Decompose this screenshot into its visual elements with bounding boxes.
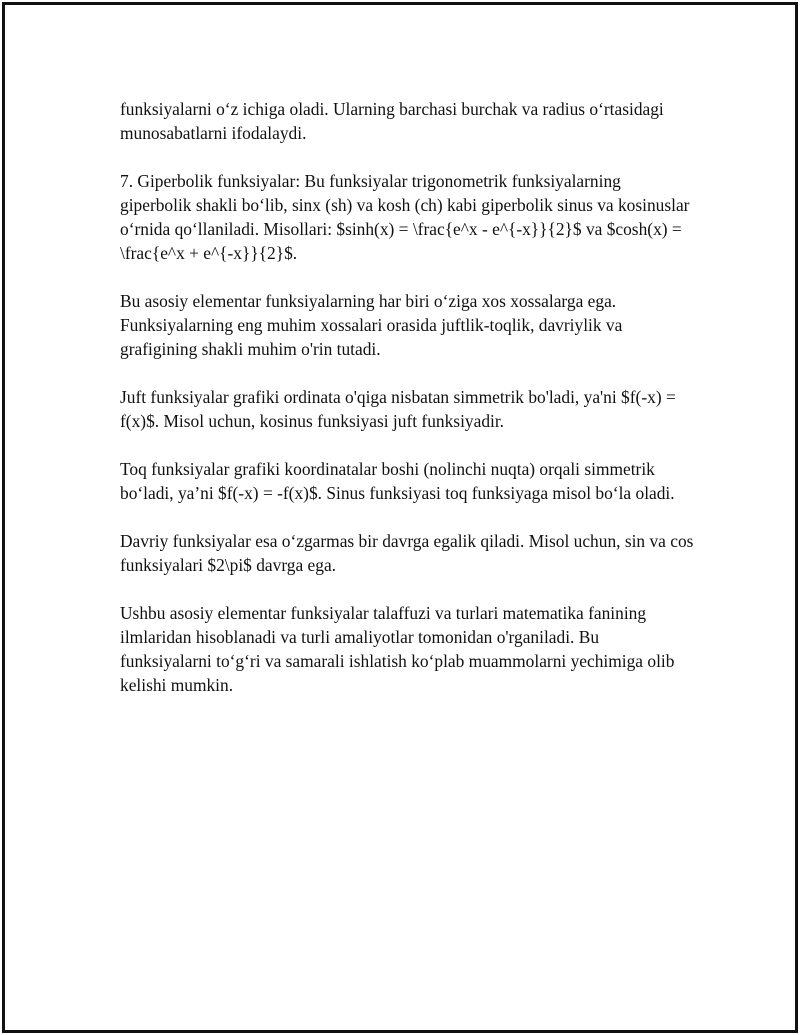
paragraph-periodic-functions: Davriy funksiyalar esa o‘zgarmas bir davrga egalik qiladi. Misol uchun, sin va cos funksiyalari $2\pi$ davrga ega. [120, 531, 694, 575]
document-body [120, 97, 695, 721]
paragraph-even-functions: Juft funksiyalar grafiki ordinata o'qiga nisbatan simmetrik bo'ladi, ya'ni $f(-x) = f(x)$. Misol uchun, kosinus funksiyasi juft funksiyadir. [120, 387, 676, 431]
paragraph-intro-continuation: funksiyalarni o‘z ichiga oladi. Ularning barchasi burchak va radius o‘rtasidagi munosabatlarni ifodalaydi. [120, 99, 664, 143]
paragraph-odd-functions: Toq funksiyalar grafiki koordinatalar boshi (nolinchi nuqta) orqali simmetrik bo‘ladi, ya’ni $f(-x) = -f(x)$. Sinus funksiyasi toq funksiyaga misol bo‘la oladi. [120, 459, 675, 503]
paragraph-conclusion: Ushbu asosiy elementar funksiyalar talaffuzi va turlari matematika fanining ilmlaridan hisoblanadi va turli amaliyotlar tomonidan o'rganiladi. Bu funksiyalarni to‘g‘ri va samarali ishlatish ko‘plab muammolarni yechimiga olib kelishi mumkin. [120, 603, 675, 695]
page-frame [2, 2, 798, 1033]
paragraph-hyperbolic-functions: 7. Giperbolik funksiyalar: Bu funksiyalar trigonometrik funksiyalarning giperbolik shakli bo‘lib, sinx (sh) va kosh (ch) kabi giperbolik sinus va kosinuslar o‘rnida qo‘llaniladi. Misollari: $sinh(x) = \frac{e^x - e^{-x}}{2}$ va $cosh(x) = \frac{e^x + e^{-x}}{2}$. [120, 171, 690, 263]
paragraph-function-properties: Bu asosiy elementar funksiyalarning har biri o‘ziga xos xossalarga ega. Funksiyalarning eng muhim xossalari orasida juftlik-toqlik, davriylik va grafigining shakli muhim o'rin tutadi. [120, 291, 623, 359]
